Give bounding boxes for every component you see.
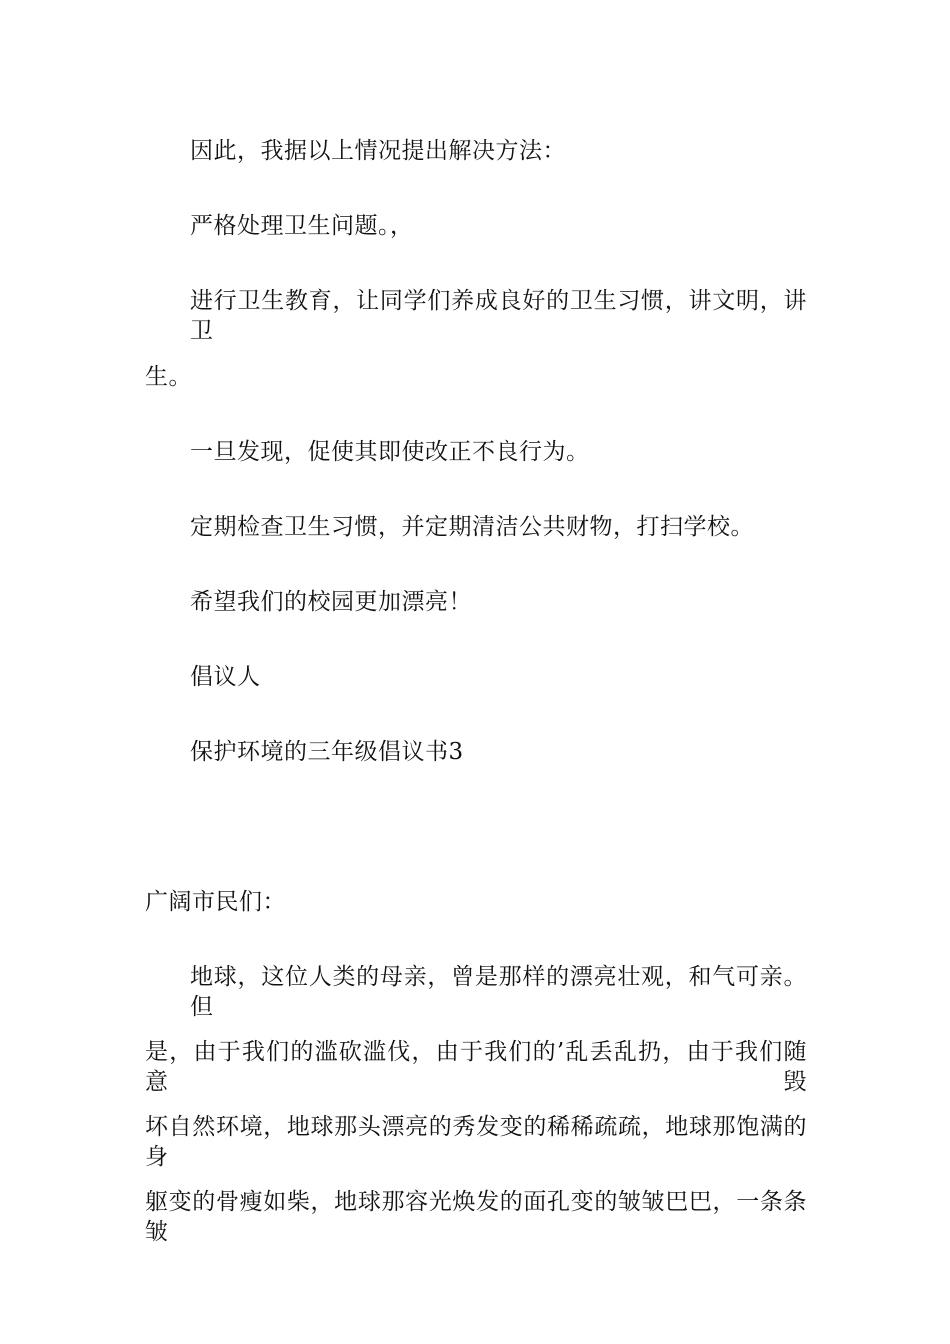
section-title: 保护环境的三年级倡议书3 (190, 739, 464, 765)
paragraph-earth-line-2: 是，由于我们的滥砍滥伐，由于我们的’乱丢乱扔，由于我们随意毁 (145, 1039, 807, 1095)
salutation: 广阔市民们： (145, 889, 286, 915)
paragraph-earth-line-3: 坏自然环境，地球那头漂亮的秀发变的稀稀疏疏，地球那饱满的身 (145, 1114, 807, 1170)
paragraph-correct-behavior: 一旦发现，促使其即使改正不良行为。 (190, 439, 590, 465)
paragraph-strict-handling: 严格处理卫生问题。， (190, 213, 414, 239)
paragraph-hygiene-education-line-2: 生。 (145, 364, 192, 390)
signature-proposer: 倡议人 (190, 664, 261, 690)
paragraph-solution-intro: 因此，我据以上情况提出解决方法： (190, 138, 566, 164)
paragraph-hope: 希望我们的校园更加漂亮！ (190, 589, 472, 615)
paragraph-periodic-inspection: 定期检查卫生习惯，并定期清洁公共财物，打扫学校。 (190, 514, 754, 540)
paragraph-earth-line-1: 地球，这位人类的母亲，曾是那样的漂亮壮观，和气可亲。但 (190, 964, 807, 1020)
paragraph-earth-line-4: 躯变的骨瘦如柴，地球那容光焕发的面孔变的皱皱巴巴，一条条皱 (145, 1189, 807, 1245)
paragraph-hygiene-education-line-1: 进行卫生教育，让同学们养成良好的卫生习惯，讲文明，讲卫 (190, 288, 807, 344)
